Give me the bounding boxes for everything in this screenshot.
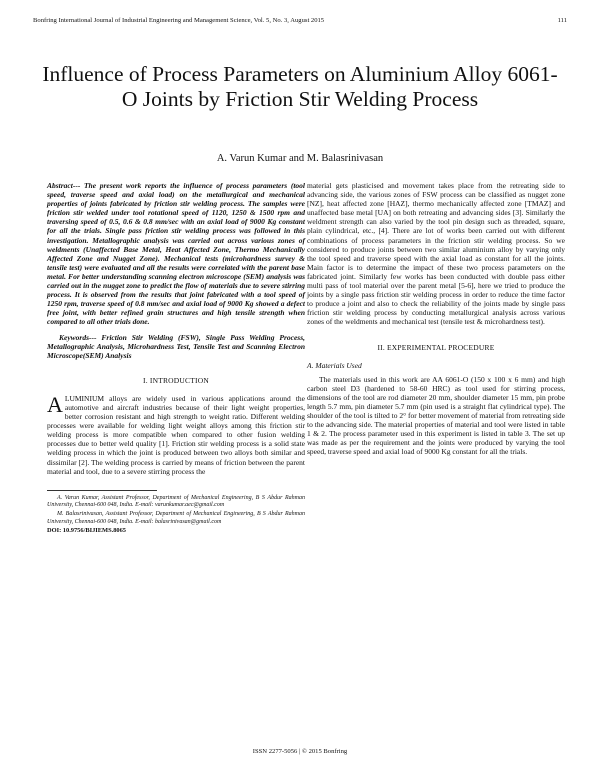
footnotes <box>47 495 305 535</box>
page-number: 111 <box>557 17 567 24</box>
right-column <box>307 181 565 457</box>
paper-authors: A. Varun Kumar and M. Balasrinivasan <box>216 153 384 164</box>
drop-cap: A <box>47 391 63 417</box>
materials-paragraph: The materials used in this work are AA 6061-O (150 x 100 x 6 mm) and high carbon steel D3 (hardened to 58-60 HRC) as tool used for stirring process, dimensions of the tool are rod diameter 20 mm, shoulder diameter 15 mm, pin probe length 5.7 mm, pin diameter 5.7 mm (pin used is a straight flat cylindrical type). The shoulder of the tool is tilted to 2° for better movement of material from retreating side to the advancing side. The material properties of material and tool were listed in table 1 & 2. The process parameter used in this experiment is listed in table 3. The set up was made as per the requirement and the joints were produced by varying the tool speed, traverse speed and axial load of 9000 Kg constant for all the trials. <box>307 374 565 457</box>
abstract <box>47 181 305 327</box>
paper-title: Influence of Process Parameters on Aluminium Alloy 6061-O Joints by Friction Stir Welding Process <box>42 62 558 111</box>
keywords-label: Keywords--- <box>59 332 97 342</box>
abstract-label: Abstract--- <box>47 181 81 190</box>
section-heading-introduction: I. INTRODUCTION <box>143 375 209 385</box>
page-footer: ISSN 2277-5056 | © 2015 Bonfring <box>252 748 348 755</box>
footnote-divider <box>47 490 157 491</box>
running-header <box>33 17 567 24</box>
keywords <box>47 333 305 360</box>
footnote-author-2: M. Balasrinivasan, Assistant Professor, Department of Mechanical Engineering, B S Abdur Rahman University, Chennai-600 048, India. E-mail: balasrinivasan@gmail.com <box>47 510 305 525</box>
section-heading-experimental: II. EXPERIMENTAL PROCEDURE <box>377 342 495 352</box>
introduction-paragraph <box>47 391 305 476</box>
abstract-text: The present work reports the influence of process parameters (tool speed, traverse speed and axial load) on the metallurgical and mechanical properties of joints fabricated by friction stir welding process. The samples were friction stir welded under tool rotational speed of 1120, 1250 & 1500 rpm and traversing speed of 0.5, 0.6 & 0.8 mm/sec with an axial load of 9000 Kg constant for all the trials. Single pass friction stir welding process was followed in this investigation. Metallographic analysis was carried out across various zones of weldments (Unaffected Base Metal, Heat Affected Zone, Thermo Mechanically Affected Zone and Nugget Zone). Mechanical tests (microhardness survey & tensile test) were evaluated and all the results were correlated with the parent base metal. For better understanding scanning electron microscope (SEM) analysis was carried out in the nugget zone to predict the flow of materials due to severe stirring process. It is observed from the results that joint fabricated with a tool speed of 1250 rpm, traverse speed of 0.8 mm/sec and axial load of 9000 Kg showed a defect free joint, with better refined grain structures and high tensile strength when compared to all other trials done. <box>47 181 305 327</box>
introduction-text: LUMINIUM alloys are widely used in various applications around the automotive and aircraft industries because of their light weight properties, better corrosion resistant and high strength to weight ratio. Different welding processes were available for welding light weight alloys among this friction stir welding process is more compatible when compared to other fusion welding processes due to better weld quality [1]. Friction stir welding process is a solid state welding process in which the joint is produced between two alloys both similar and dissimilar [2]. The welding process is carried by means of friction between the parent material and tool, due to a severe stirring process the <box>47 393 305 476</box>
journal-citation: Bonfring International Journal of Industrial Engineering and Management Science, Vol. 5, No. 3, August 2015 <box>33 17 325 24</box>
footnote-author-1: A. Varun Kumar, Assistant Professor, Department of Mechanical Engineering, B S Abdur Rahman University, Chennai-600 048, India. E-mail: varunkumar.aec@gmail.com <box>47 494 305 509</box>
subsection-heading-materials: A. Materials Used <box>307 360 362 370</box>
keywords-text: Friction Stir Welding (FSW), Single Pass Welding Process, Metallographic Analysis, Microhardness Test, Tensile Test and Scanning Electron Microscope(SEM) Analysis <box>47 332 305 360</box>
introduction-continuation: material gets plasticised and movement takes place from the retreating side to advancing side, the various zones of FSW process can be classified as nugget zone [NZ], heat affected zone [HAZ], thermo mechanically affected zone [TMAZ] and unaffected base metal [UA] on both retreating and advancing sides [3]. Similarly the weldment strength can also varied by the tool pin design such as threaded, square, plain cylindrical, etc., [4]. There are lot of works been carried out with different combinations of process parameters in the friction stir welding process. So we considered to produce joints between two similar aluminium alloy by varying only the tool speed and traverse speed with the axial load as constant for all the joints. Main factor is to determine the impact of these two process parameters on the fabricated joint. Similarly few works has been conducted with double pass either multi pass of tool material over the parent metal [5-6], here we tried to produce the joints by a single pass friction stir welding process in order to reduce the time factor to produce a joint and also to check the reliability of the joints made by single pass friction stir welding process by conducting metallurgical analysis across various zones of the weldments and mechanical test (tensile test & microhardness test). <box>307 181 565 327</box>
doi: DOI: 10.9756/BIJIEMS.8065 <box>47 527 127 535</box>
left-column <box>47 181 305 535</box>
